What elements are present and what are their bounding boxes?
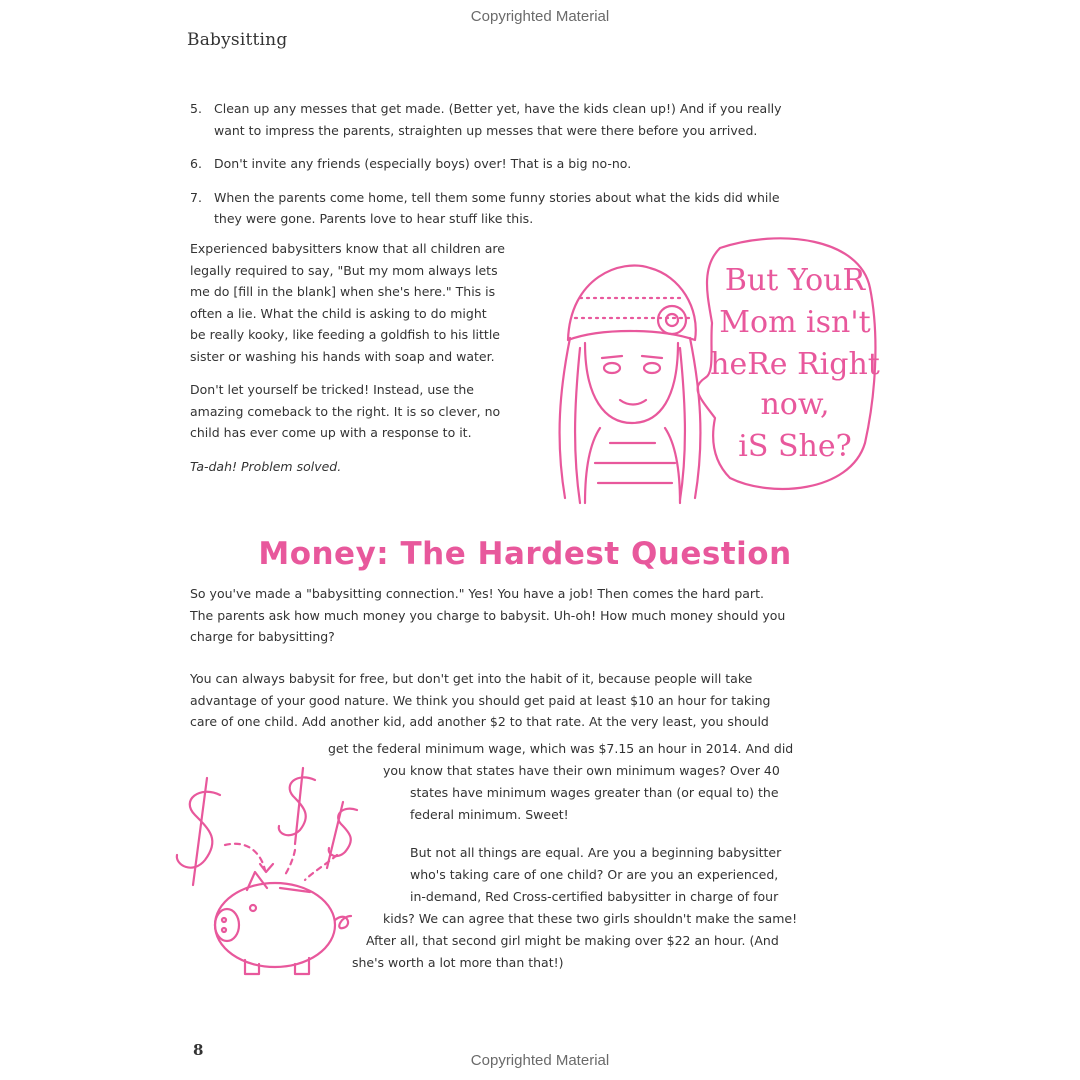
paragraph: So you've made a "babysitting connection." Yes! You have a job! Then comes the hard part. The parents ask how much money you charge to babysit. Uh-oh! How much money should you charge for babysitting? xyxy=(190,586,786,644)
girl-illustration xyxy=(540,228,880,518)
copyright-watermark-bottom: Copyrighted Material xyxy=(470,1052,610,1069)
text-line: federal minimum. Sweet! xyxy=(410,807,569,822)
text-line: But not all things are equal. Are you a beginning babysitter xyxy=(410,845,782,860)
piggy-bank-illustration xyxy=(165,760,365,980)
bubble-line: But YouR xyxy=(724,263,866,298)
text-line: in-demand, Red Cross-certified babysitter in charge of four xyxy=(410,889,779,904)
text-line: who's taking care of one child? Or are you an experienced, xyxy=(410,867,779,882)
running-head: Babysitting xyxy=(187,30,288,50)
page-number: 8 xyxy=(193,1041,204,1059)
text-line: kids? We can agree that these two girls shouldn't make the same! xyxy=(383,911,798,926)
list-item: 7. When the parents come home, tell them some funny stories about what the kids did while they were gone. Parents love to hear stuff like this. xyxy=(190,189,780,226)
text-line: After all, that second girl might be making over $22 an hour. (And xyxy=(366,933,779,948)
list-item: 6. Don't invite any friends (especially boys) over! That is a big no-no. xyxy=(190,156,632,171)
left-column-text xyxy=(190,238,570,489)
text-line: you know that states have their own minimum wages? Over 40 xyxy=(383,763,780,778)
section-heading: Money: The Hardest Question xyxy=(258,536,792,572)
bubble-line: Mom isn't xyxy=(719,305,871,340)
paragraph: Don't let yourself be tricked! Instead, use the amazing comeback to the right. It is so clever, no child has ever come up with a response to it. xyxy=(190,382,501,440)
bubble-line: now, xyxy=(760,387,830,422)
text-line: she's worth a lot more than that!) xyxy=(352,955,564,970)
paragraph: Ta-dah! Problem solved. xyxy=(190,458,342,474)
list-item: 5. Clean up any messes that get made. (Better yet, have the kids clean up!) And if you really want to impress the parents, straighten up messes that were there before you arrived. xyxy=(190,101,782,138)
numbered-list xyxy=(190,98,860,242)
text-line: states have minimum wages greater than (or equal to) the xyxy=(410,785,779,800)
copyright-watermark-top: Copyrighted Material xyxy=(470,8,610,25)
paragraph: Experienced babysitters know that all children are legally required to say, "But my mom always lets me do [fill in the blank] when she's here." This is often a lie. What the child is asking to do might be really kooky, like feeding a goldfish to his little sister or washing his hands with soap and water. xyxy=(190,241,505,364)
paragraph: You can always babysit for free, but don't get into the habit of it, because people will take advantage of your good nature. We think you should get paid at least $10 an hour for taking care of one child. Add another kid, add another $2 to that rate. At the very least, you should xyxy=(190,671,771,729)
bubble-line: heRe Right xyxy=(710,347,880,382)
text-line: get the federal minimum wage, which was $7.15 an hour in 2014. And did xyxy=(328,741,794,756)
bubble-line: iS She? xyxy=(738,429,852,464)
